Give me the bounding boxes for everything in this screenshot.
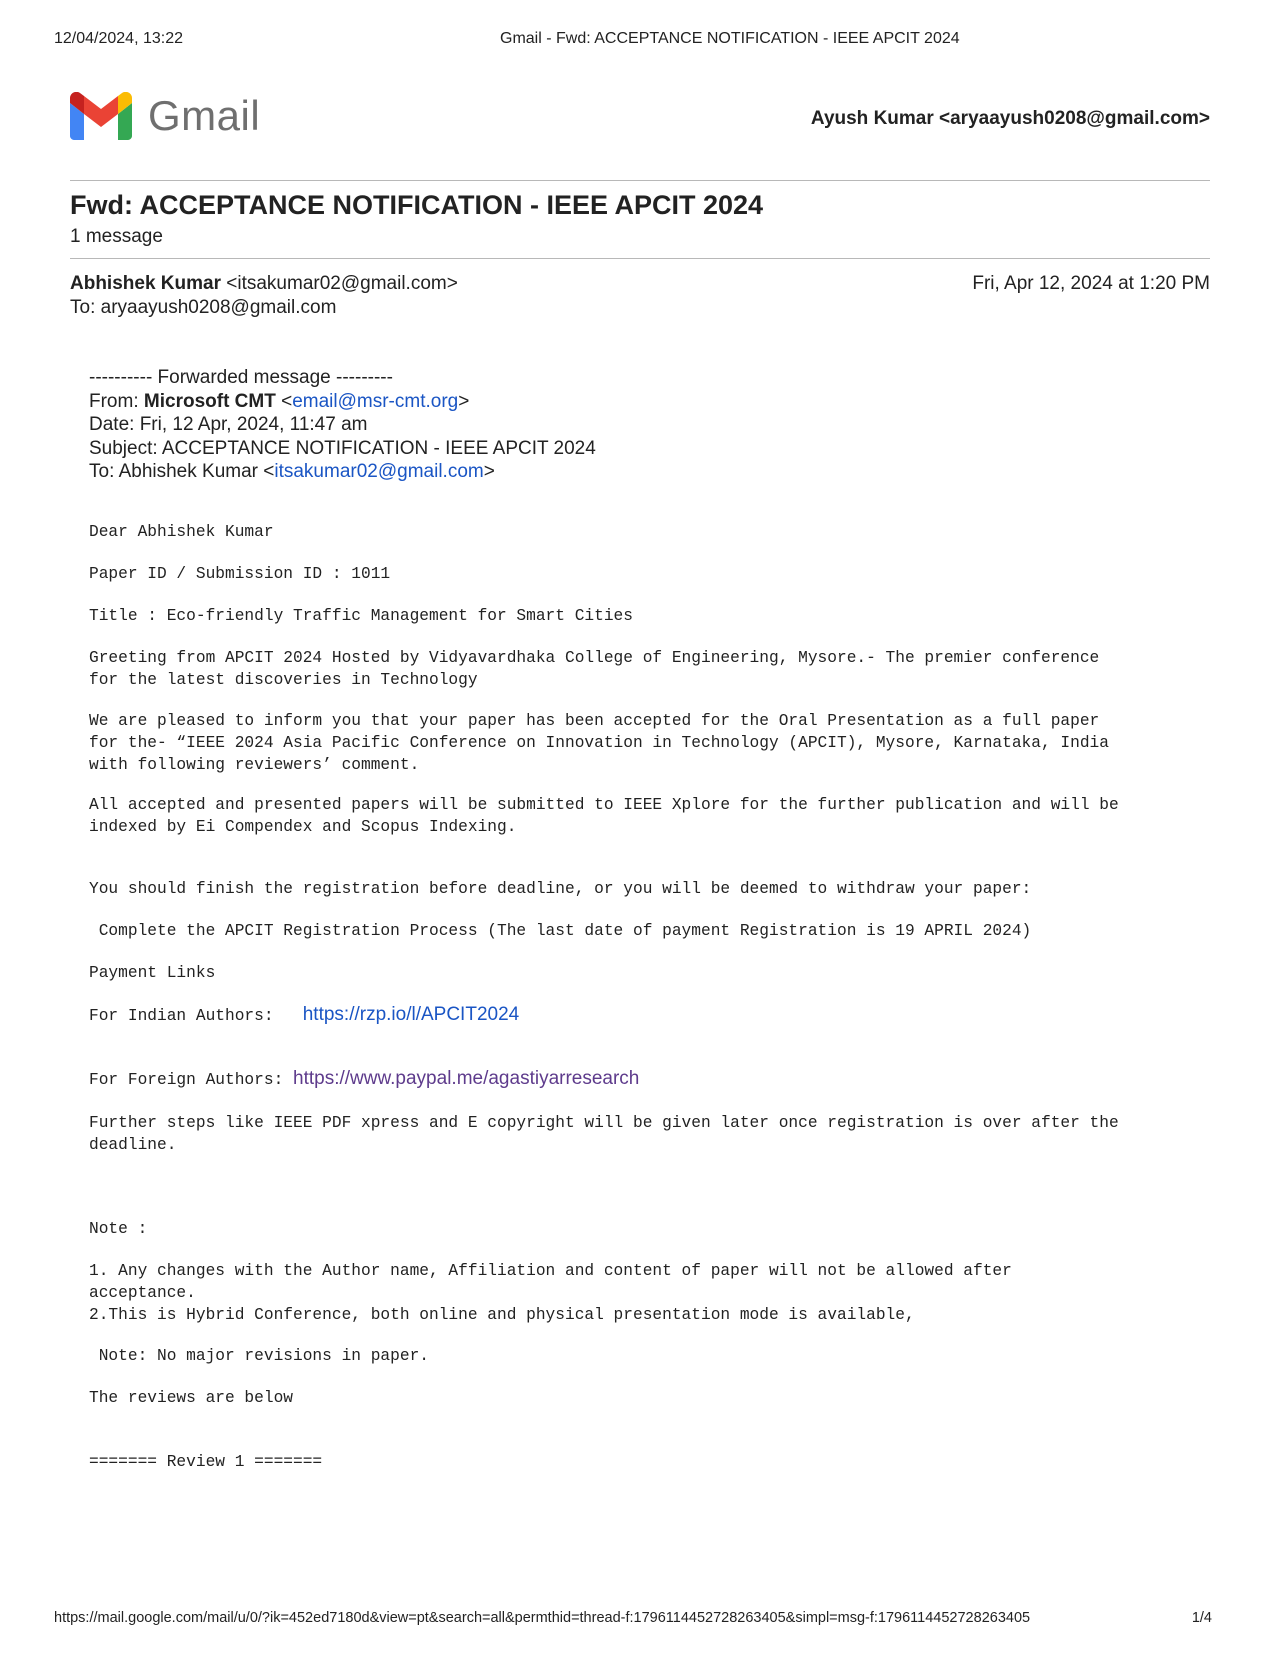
gmail-logo-text: Gmail xyxy=(148,92,261,139)
review-heading: ======= Review 1 ======= xyxy=(89,1453,323,1471)
recipient-line: To: aryaayush0208@gmail.com xyxy=(70,297,337,318)
forward-to-label: To: Abhishek Kumar < xyxy=(89,461,275,482)
forward-from-email-link[interactable]: email@msr-cmt.org xyxy=(292,390,459,412)
note-heading: Note : xyxy=(89,1220,148,1238)
body-xplore-paragraph: All accepted and presented papers will be submitted to IEEE Xplore for the further publication and will be indexed by Ei Compendex and Scopus Indexing. xyxy=(89,796,1119,836)
body-registration-paragraph: Complete the APCIT Registration Process (The last date of payment Registration is 19 APRIL 2024) xyxy=(89,922,1032,940)
print-datetime: 12/04/2024, 13:22 xyxy=(54,30,184,47)
body-payment-links-heading: Payment Links xyxy=(89,964,216,982)
body-further-steps: Further steps like IEEE PDF xpress and E copyright will be given later once registration is over after the deadline. xyxy=(89,1114,1119,1154)
reviews-intro: The reviews are below xyxy=(89,1389,293,1407)
body-paper-id: Paper ID / Submission ID : 1011 xyxy=(89,565,391,583)
forward-separator: ---------- Forwarded message --------- xyxy=(89,367,393,388)
foreign-authors-label: For Foreign Authors: xyxy=(89,1071,293,1089)
divider xyxy=(70,180,1210,181)
thread-subject: Fwd: ACCEPTANCE NOTIFICATION - IEEE APCIT 2024 xyxy=(70,190,764,220)
gmail-header xyxy=(70,88,1210,148)
body-greeting: Dear Abhishek Kumar xyxy=(89,523,274,541)
message-header xyxy=(70,272,1210,320)
body-greeting-paragraph: Greeting from APCIT 2024 Hosted by Vidyavardhaka College of Engineering, Mysore.- The premier conference for the latest discoveries in Technology xyxy=(89,649,1100,689)
note-revisions: Note: No major revisions in paper. xyxy=(89,1347,429,1365)
body-deadline-paragraph: You should finish the registration before deadline, or you will be deemed to withdraw your paper: xyxy=(89,880,1032,898)
message-count: 1 message xyxy=(70,226,163,247)
body-acceptance-paragraph: We are pleased to inform you that your paper has been accepted for the Oral Presentation as a full paper for the- “IEEE 2024 Asia Pacific Conference on Innovation in Technology (APCIT), Mysore, Karnataka, India with following reviewers’ comment. xyxy=(89,712,1109,774)
note-items: 1. Any changes with the Author name, Affiliation and content of paper will not be allowed after acceptance. 2.This is Hybrid Conference, both online and physical presentation mode is available, xyxy=(89,1262,1012,1324)
print-url: https://mail.google.com/mail/u/0/?ik=452ed7180d&view=pt&search=all&permthid=thread-f:1796114452728263405&simpl=msg-f:1796114452728263405 xyxy=(54,1610,1031,1626)
forward-to-email-link[interactable]: itsakumar02@gmail.com xyxy=(274,461,484,482)
print-header xyxy=(54,30,1226,54)
account-identity: Ayush Kumar <aryaayush0208@gmail.com> xyxy=(810,108,1210,129)
forward-to-line: To: Abhishek Kumar <itsakumar02@gmail.com> xyxy=(89,461,495,482)
forward-date-line: Date: Fri, 12 Apr, 2024, 11:47 am xyxy=(89,414,368,435)
foreign-payment-link[interactable]: https://www.paypal.me/agastiyarresearch xyxy=(293,1068,640,1089)
indian-authors-label: For Indian Authors: xyxy=(89,1007,303,1025)
print-page-title: Gmail - Fwd: ACCEPTANCE NOTIFICATION - IEEE APCIT 2024 xyxy=(500,30,960,47)
gmail-logo-icon xyxy=(70,92,132,140)
indian-authors-row xyxy=(89,1004,1220,1027)
forward-from-line: From: Microsoft CMT <email@msr-cmt.org> xyxy=(89,390,470,412)
indian-payment-link[interactable]: https://rzp.io/l/APCIT2024 xyxy=(302,1004,520,1025)
sender-name: Abhishek Kumar xyxy=(70,273,221,294)
forwarded-header xyxy=(89,366,596,484)
foreign-authors-row xyxy=(89,1068,1220,1091)
sender-email: <itsakumar02@gmail.com> xyxy=(226,273,458,294)
page-number: 1/4 xyxy=(1191,1610,1212,1626)
body-title: Title : Eco-friendly Traffic Management for Smart Cities xyxy=(89,607,633,625)
forward-subject-line: Subject: ACCEPTANCE NOTIFICATION - IEEE APCIT 2024 xyxy=(89,437,596,459)
sent-date: Fri, Apr 12, 2024 at 1:20 PM xyxy=(972,273,1210,294)
print-footer xyxy=(54,1610,1226,1626)
divider xyxy=(70,258,1210,259)
forward-from-name: Microsoft CMT xyxy=(143,390,276,412)
forward-from-label: From: xyxy=(89,390,144,412)
